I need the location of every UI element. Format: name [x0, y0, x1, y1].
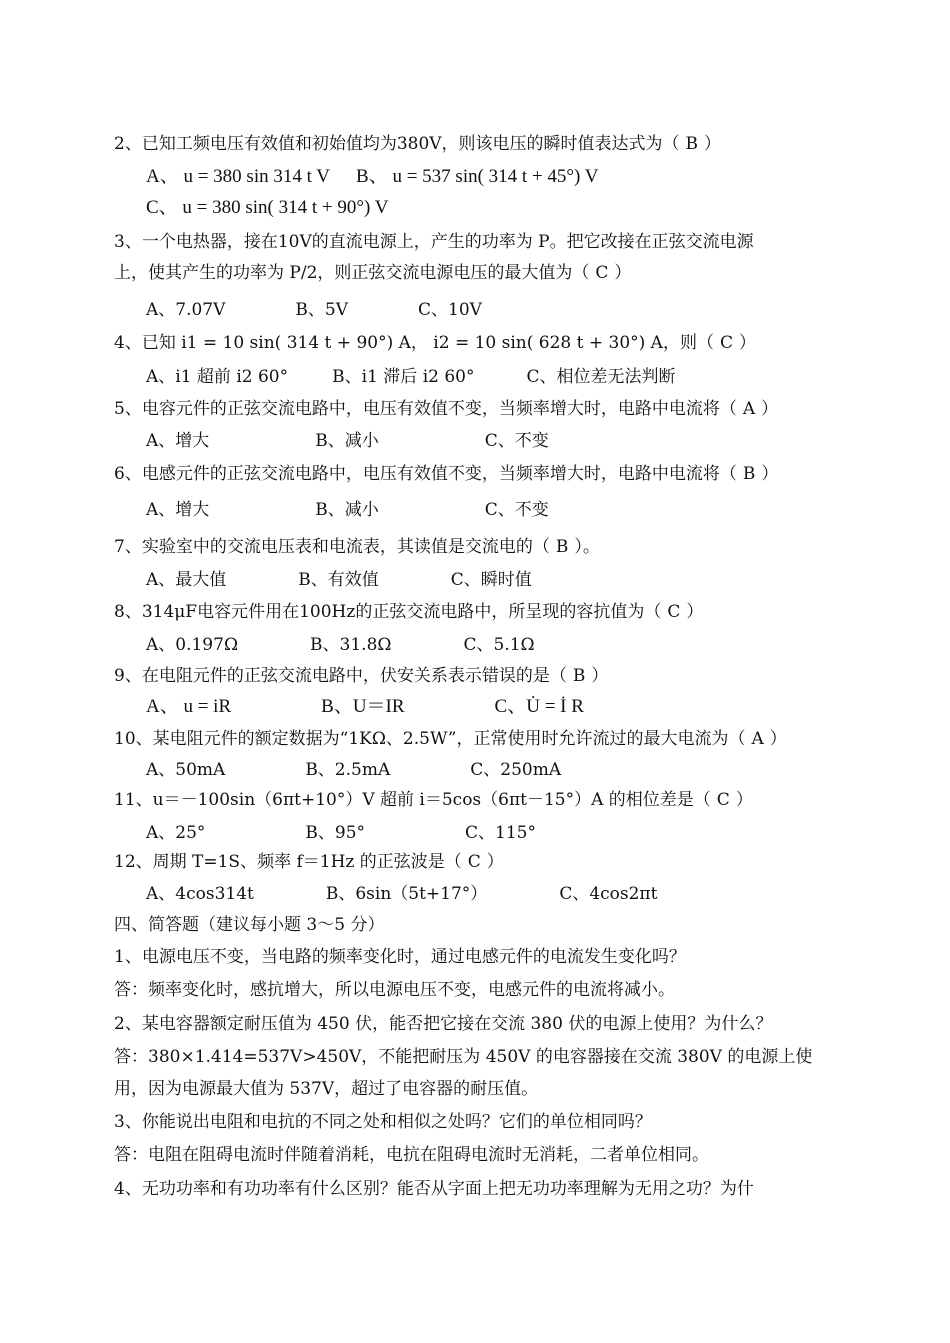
q11-stem: 11、u＝－100sin（6πt+10°）V 超前 i＝5cos（6πt－15°）A 的相位差是（ C ） — [114, 790, 753, 810]
q5-option-b: B、减小 — [315, 431, 379, 451]
q3-stem-line2: 上，使其产生的功率为 P/2，则正弦交流电源电压的最大值为（ C ） — [114, 263, 632, 283]
q8-option-c: C、5.1Ω — [463, 635, 535, 655]
q11-options — [146, 822, 536, 844]
q7-option-a: A、最大值 — [146, 570, 227, 590]
q4-stem: 4、已知 i1 = 10 sin( 314 t + 90°) A， i2 = 10 sin( 628 t + 30°) A，则（ C ） — [114, 333, 756, 353]
short-answer-q2: 2、某电容器额定耐压值为 450 伏，能否把它接在交流 380 伏的电源上使用？为什么？ — [114, 1014, 773, 1034]
short-answer-q4: 4、无功功率和有功功率有什么区别？能否从字面上把无功功率理解为无用之功？为什 — [114, 1179, 754, 1199]
q2-stem: 2、已知工频电压有效值和初始值均为380V，则该电压的瞬时值表达式为（ B ） — [114, 134, 722, 154]
q8-options — [146, 634, 535, 656]
q6-option-b: B、减小 — [315, 500, 379, 520]
q2-options-ab — [146, 166, 598, 188]
q11-option-b: B、95° — [305, 823, 366, 843]
q5-option-a: A、增大 — [146, 431, 210, 451]
short-answer-q3: 3、你能说出电阻和电抗的不同之处和相似之处吗？它们的单位相同吗？ — [114, 1112, 652, 1132]
q11-option-a: A、25° — [146, 823, 206, 843]
short-answer-a1: 答：频率变化时，感抗增大，所以电源电压不变，电感元件的电流将减小。 — [114, 980, 675, 1000]
q3-option-a: A、7.07V — [146, 300, 226, 320]
q8-stem: 8、314μF电容元件用在100Hz的正弦交流电路中，所呈现的容抗值为（ C ） — [114, 602, 704, 622]
q6-option-c: C、不变 — [484, 500, 549, 520]
q4-options — [146, 366, 676, 388]
q12-stem: 12、周期 T=1S、频率 f＝1Hz 的正弦波是（ C ） — [114, 852, 504, 872]
q9-option-a: A、 u = iR — [146, 696, 232, 717]
q2-option-a: A、 u = 380 sin 314 t V — [146, 166, 331, 187]
q9-answer: B — [572, 666, 586, 686]
q3-stem-line1: 3、一个电热器，接在10V的直流电源上，产生的功率为 P。把它改接在正弦交流电源 — [114, 232, 754, 252]
q5-option-c: C、不变 — [484, 431, 549, 451]
q5-options — [146, 430, 549, 452]
q12-option-b: B、6sin（5t+17°） — [325, 884, 488, 904]
q5-answer: A — [742, 399, 756, 419]
q7-answer: B — [555, 537, 569, 557]
q10-answer: A — [751, 729, 764, 749]
q10-option-a: A、50mA — [146, 760, 226, 780]
q7-option-b: B、有效值 — [298, 570, 379, 590]
q2-option-c: C、 u = 380 sin( 314 t + 90°) V — [146, 197, 389, 218]
q9-stem: 9、在电阻元件的正弦交流电路中，伏安关系表示错误的是（ B ） — [114, 666, 609, 686]
q8-option-b: B、31.8Ω — [310, 635, 392, 655]
short-answer-q1: 1、电源电压不变，当电路的频率变化时，通过电感元件的电流发生变化吗？ — [114, 947, 686, 967]
q4-option-a: A、i1 超前 i2 60° — [146, 367, 289, 387]
q3-options — [146, 299, 482, 321]
q12-options — [146, 883, 657, 905]
q11-answer: C — [716, 790, 730, 810]
q7-option-c: C、瞬时值 — [450, 570, 532, 590]
q9-option-b: B、U＝IR — [321, 696, 405, 717]
q12-answer: C — [467, 852, 481, 872]
q3-option-c: C、10V — [418, 300, 482, 320]
q12-option-c: C、4cos2πt — [559, 884, 658, 904]
q2-option-b: B、 u = 537 sin( 314 t + 45°) V — [356, 166, 599, 187]
q7-stem: 7、实验室中的交流电压表和电流表，其读值是交流电的（ B ）。 — [114, 537, 600, 557]
q4-option-c: C、相位差无法判断 — [526, 367, 676, 387]
short-answer-a2-line1: 答：380×1.414=537V>450V，不能把耐压为 450V 的电容器接在交流 380V 的电源上使 — [114, 1047, 813, 1067]
q9-option-c: C、U̇ = İ R — [494, 696, 584, 717]
q4-answer: C — [719, 333, 733, 353]
q12-option-a: A、4cos314t — [146, 884, 254, 904]
q8-answer: C — [667, 602, 681, 622]
short-answer-a3: 答：电阻在阻碍电流时伴随着消耗，电抗在阻碍电流时无消耗，二者单位相同。 — [114, 1145, 709, 1165]
q8-option-a: A、0.197Ω — [146, 635, 239, 655]
q10-stem: 10、某电阻元件的额定数据为“1KΩ、2.5W”，正常使用时允许流过的最大电流为（ A ） — [114, 729, 787, 749]
q3-option-b: B、5V — [295, 300, 348, 320]
q4-option-b: B、i1 滞后 i2 60° — [332, 367, 475, 387]
q10-option-c: C、250mA — [470, 760, 562, 780]
q11-option-c: C、115° — [465, 823, 537, 843]
q6-option-a: A、增大 — [146, 500, 210, 520]
q10-option-b: B、2.5mA — [305, 760, 391, 780]
section-four-heading: 四、简答题（建议每小题 3～5 分） — [114, 915, 385, 935]
q3-answer: C — [595, 263, 609, 283]
q5-stem: 5、电容元件的正弦交流电路中，电压有效值不变，当频率增大时，电路中电流将（ A ） — [114, 399, 779, 419]
q7-options — [146, 569, 532, 591]
q9-options — [146, 696, 584, 718]
q10-options — [146, 759, 561, 781]
q6-stem: 6、电感元件的正弦交流电路中，电压有效值不变，当频率增大时，电路中电流将（ B ） — [114, 464, 779, 484]
q6-options — [146, 499, 549, 521]
q6-answer: B — [742, 464, 756, 484]
q2-answer: B — [685, 134, 699, 154]
short-answer-a2-line2: 用，因为电源最大值为 537V，超过了电容器的耐压值。 — [114, 1079, 539, 1099]
